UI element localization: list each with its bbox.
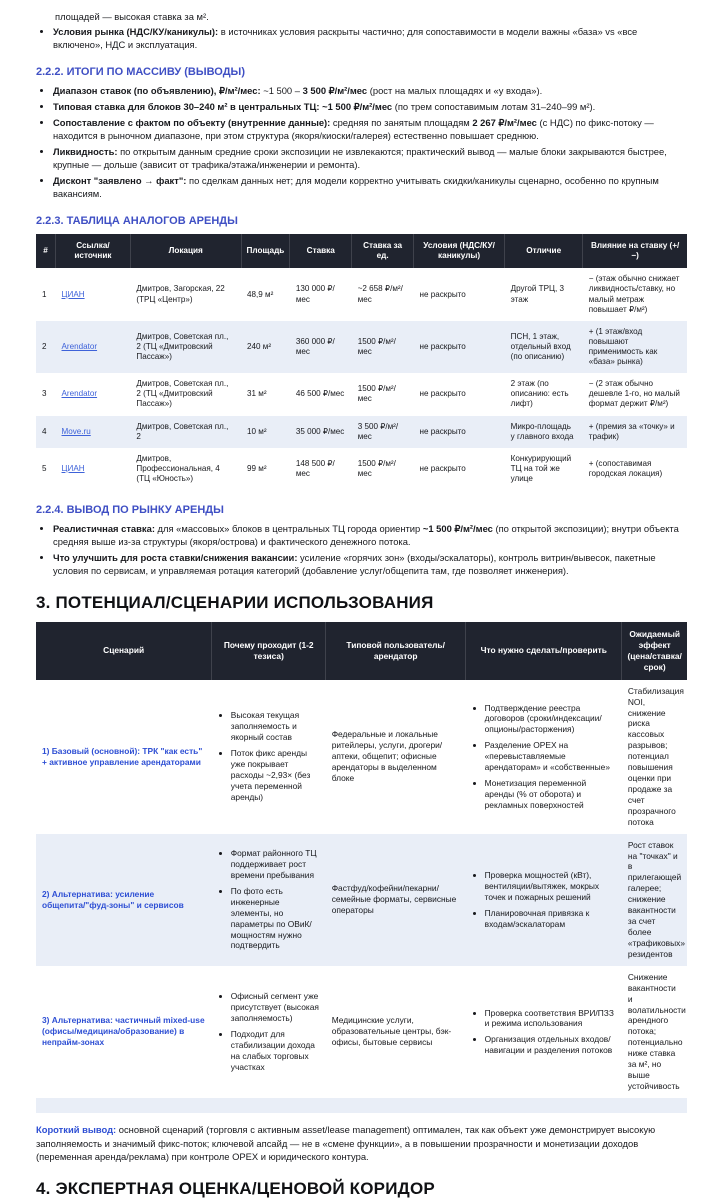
bullet-item: • Высокая текущая заполняемость и якорный состав [231,710,320,743]
column-header: # [36,234,56,269]
cell-rate-unit: 3 500 ₽/м²/мес [357,421,399,441]
cell-why [212,834,326,966]
column-header: Типовой пользователь/арендатор [326,622,466,680]
cell-expected-effect: Стабилизация NOI, снижение риска кассовых разрывов; потенциал повышения оценки при продаже за счет прозрачного потока [627,685,684,827]
bullet-item: • Формат районного ТЦ поддерживает рост времени пребывания [231,848,320,881]
cell-terms: не раскрыто [419,341,466,351]
source-link[interactable]: Arendator [61,341,98,351]
cell-rate: 35 000 ₽/мес [295,426,345,436]
table-footer-strip [36,1098,687,1113]
cell-impact: + (премия за «точку» и трафик) [588,421,675,441]
bullet-item [53,117,687,143]
cell-rate-unit: 1500 ₽/м²/мес [357,384,396,404]
bold-text-segment: ~1 500 ₽/м²/мес [322,101,393,113]
cell-scenario-label [36,680,212,834]
bullet-item: • Подходит для стабилизации дохода на слабых торговых участках [231,1029,320,1073]
array-conclusions-bullet-list [36,85,687,201]
column-header: Сценарий [36,622,212,680]
bullet-item [53,146,687,172]
analog-row-5 [36,448,687,490]
section-2-2-4-heading: 2.2.4. ВЫВОД ПО РЫНКУ АРЕНДЫ [36,504,224,517]
section-4-heading: 4. ЭКСПЕРТНАЯ ОЦЕНКА/ЦЕНОВОЙ КОРИДОР [36,1178,435,1198]
scenario-name: 1) Базовый (основной): ТРК "как есть" + активное управление арендаторами [42,745,203,767]
bullet-item [53,175,687,201]
column-header: Почему проходит (1-2 тезиса) [212,622,326,680]
scenario-table-head [36,622,687,680]
why-bullet-list [218,848,320,951]
cell-area: 48,9 м² [247,289,274,299]
rent-analogs-table [36,234,687,490]
bold-text-segment: Дисконт "заявлено → факт": [53,174,187,186]
cell-expected-effect: Рост ставок на "точках" и в прилегающей галерее; снижение вакантности за счет более «трафиковых» резидентов [627,839,685,959]
scenario-row-2 [36,834,687,966]
todo-bullet-list [472,703,616,811]
bullet-item: • Разделение OPEX на «перевыставляемые арендаторам» и «собственные» [485,740,616,773]
cell-rate: 360 000 ₽/мес [295,336,335,356]
cell-number: 5 [42,463,47,473]
continuation-text: площадей — высокая ставка за м². [55,11,209,22]
bold-text-segment: Что улучшить для роста ставки/снижения вакансии: [53,552,298,564]
short-conclusion-text: основной сценарий (торговля с активным asset/lease management) оптимален, так как объект уже демонстрирует высокую заполняемость и значимый фикс-поток; ключевой апсайд — не в «смене функции», а в повышении прозрачности и монетизации доходов (переменная аренда/реклама) при контроле OPEX и юридического контура. [36,1123,656,1163]
bullet-item [53,26,687,52]
bullet-item: • По фото есть инженерные элементы, но параметры по ОВиК/мощностям нужно подтвердить [231,886,320,952]
cell-rate: 148 500 ₽/мес [295,458,335,478]
bold-text-segment: Диапазон ставок (по объявлению), ₽/м²/мес: [53,85,261,97]
column-header: Что нужно сделать/проверить [466,622,622,680]
bullet-item: • Монетизация переменной аренды (% от оборота) и рекламных поверхностей [485,778,616,811]
cell-typical-user: Медицинские услуги, образовательные центры, бэк-офисы, бытовые сервисы [331,1015,452,1048]
cell-why [212,680,326,834]
market-terms-bullet-list [36,26,687,52]
why-bullet-list [218,991,320,1072]
usage-scenarios-table [36,622,687,1113]
bullet-item: • Подтверждение реестра договоров (сроки/индексации/опционы/расторжения) [485,703,616,736]
analog-row-3 [36,373,687,415]
rent-market-conclusion-bullet-list [36,523,687,578]
text-segment: по открытым данным средние сроки экспозиции не извлекаются; практический вывод — малые блоки закрываются быстрее, крупные — дольше (зависит от трафика/этажа/инженерии и ремонта). [53,145,667,170]
cell-rate-unit: 1500 ₽/м²/мес [357,458,396,478]
analog-row-1 [36,268,687,320]
bold-text-segment: Условия рынка (НДС/КУ/каникулы): [53,26,219,38]
cell-rate: 46 500 ₽/мес [295,389,345,399]
column-header: Отличие [505,234,583,269]
text-segment: средняя по занятым площадям [330,117,473,129]
cell-difference: 2 этаж (по описанию: есть лифт) [510,379,569,409]
cell-location: Дмитров, Советская пл., 2 [136,421,229,441]
bold-text-segment: Ликвидность: [53,145,118,157]
cell-difference: ПСН, 1 этаж, отдельный вход (по описанию) [510,331,571,362]
cell-typical-user: Фастфуд/кофейни/пекарни/семейные форматы, сервисные операторы [331,883,457,916]
column-header: Площадь [241,234,290,269]
scenario-row-3 [36,966,687,1098]
cell-location: Дмитров, Советская пл., 2 (ТЦ «Дмитровский Пассаж») [136,331,229,362]
analog-row-4 [36,416,687,448]
text-segment: (рост на малых площадях и «у входа»). [367,85,543,97]
cell-expected-effect: Снижение вакантности и волатильности арендного потока; потенциально ниже ставка за м², но выше устойчивость [627,971,686,1091]
cell-source [56,416,131,448]
bullet-item: • Поток фикс аренды уже покрывает расходы ~2,93× (без учета переменной аренды) [231,748,320,803]
bullet-item: • Проверка соответствия ВРИ/ПЗЗ и режима использования [485,1008,616,1030]
text-segment: (по открытой экспозиции); внутри объекта средняя выше из-за структуры (якоря/острова) и фактического денежного потока. [53,523,679,548]
cell-area: 99 м² [247,463,267,473]
cell-impact: − (2 этаж обычно дешевле 1-го, но малый формат держит ₽/м²) [588,379,680,409]
scenario-name: 3) Альтернатива: частичный mixed-use (офисы/медицина/образование) в непрайм-зонах [42,1015,205,1048]
text-segment: в источниках условия раскрыты частично; для сопоставимости в модели важны «база» vs «все включено», НДС и эксплуатация. [53,26,638,51]
cell-todo [466,834,622,966]
bold-text-segment: Реалистичная ставка: [53,523,155,535]
cell-todo [466,680,622,834]
cell-location: Дмитров, Советская пл., 2 (ТЦ «Дмитровский Пассаж») [136,379,229,409]
bullet-item [53,523,687,549]
section-2-2-3-heading: 2.2.3. ТАБЛИЦА АНАЛОГОВ АРЕНДЫ [36,214,238,227]
bullet-item [53,85,687,98]
cell-number: 1 [42,289,47,299]
cell-location: Дмитров, Загорская, 22 (ТРЦ «Центр») [136,284,225,304]
cell-impact: + (сопоставимая городская локация) [588,458,663,478]
scenario-table-body [36,680,687,1113]
cell-source [56,268,131,320]
bullet-item: • Планировочная привязка к входам/эскалаторам [485,908,616,930]
short-conclusion-label: Короткий вывод: [36,1123,117,1135]
column-header: Условия (НДС/КУ/каникулы) [414,234,505,269]
cell-source [56,373,131,415]
cell-rate-unit: ~2 658 ₽/м²/мес [357,284,403,304]
scenario-name: 2) Альтернатива: усиление общепита/"фуд-зоны" и сервисов [42,888,184,910]
cell-terms: не раскрыто [419,389,466,399]
cell-rate: 130 000 ₽/мес [295,284,335,304]
scenario-row-1 [36,680,687,834]
bullet-item: • Организация отдельных входов/навигации и разделения потоков [485,1034,616,1056]
cell-source [56,448,131,490]
bold-text-segment: 3 500 ₽/м²/мес [302,85,368,97]
bullet-item [53,101,687,114]
column-header: Ставка [290,234,352,269]
source-link[interactable]: Move.ru [61,426,91,436]
bold-text-segment: 2 267 ₽/м²/мес [472,117,537,129]
analog-row-2 [36,321,687,373]
text-segment: по сделкам данных нет; для модели корректно учитывать скидки/каникулы сценарно, особенно по крупным вакансиям. [53,174,659,199]
cell-terms: не раскрыто [419,426,466,436]
bold-text-segment: Сопоставление с фактом по объекту (внутренние данные): [53,117,331,129]
header-row [36,622,687,680]
short-conclusion [36,1123,687,1164]
cell-scenario-label [36,834,212,966]
column-header: Ожидаемый эффект (цена/ставка/срок) [622,622,687,680]
cell-terms: не раскрыто [419,463,466,473]
cell-rate-unit: 1500 ₽/м²/мес [357,336,396,356]
source-link[interactable]: ЦИАН [61,289,85,299]
source-link[interactable]: Arendator [61,389,98,399]
text-segment: (с НДС) по фикс-потоку — находится в рыночном диапазоне, при этом структура (якоря/киоски/галерея) естественно повышает среднюю. [53,117,654,141]
source-link[interactable]: ЦИАН [61,463,85,473]
cell-location: Дмитров, Профессиональная, 4 (ТЦ «Юность») [136,453,220,483]
column-header: Ссылка/источник [56,234,131,269]
cell-area: 31 м² [247,389,267,399]
cell-difference: Конкурирующий ТЦ на той же улице [510,453,572,483]
section-2-2-2-heading: 2.2.2. ИТОГИ ПО МАССИВУ (ВЫВОДЫ) [36,66,245,79]
bold-text-segment: ~1 500 ₽/м²/мес [422,523,493,535]
cell-impact: + (1 этаж/вход повышают применимость как «база» рынка) [588,326,658,367]
footer-strip-cell [36,1098,687,1113]
column-header: Влияние на ставку (+/−) [583,234,687,269]
text-segment: для «массовых» блоков в центральных ТЦ города ориентир [154,523,423,535]
analog-table-body [36,268,687,490]
cell-source [56,321,131,373]
cell-number: 3 [42,389,47,399]
text-segment: усиление «горячих зон» (входы/эскалаторы), контроль витрин/вывесок, пакетные условия по сервисам, и управляемая ротация категорий (добавление услуг/общепита там, где позволяет инженерия). [53,552,656,576]
text-segment: (по трем сопоставимым лотам 31–240–99 м²). [392,101,596,113]
bullet-item: • Офисный сегмент уже присутствует (высокая заполняемость) [231,991,320,1024]
cell-terms: не раскрыто [419,289,466,299]
bullet-item [53,552,687,578]
text-segment: ~1 500 – [260,85,303,97]
cell-area: 240 м² [247,341,272,351]
todo-bullet-list [472,1008,616,1057]
analog-table-head [36,234,687,269]
cell-difference: Микро-площадь у главного входа [510,421,574,441]
cell-todo [466,966,622,1098]
cell-impact: − (этаж обычно снижает ликвидность/ставку, но малый метраж повышает ₽/м²) [588,274,680,314]
cell-why [212,966,326,1098]
why-bullet-list [218,710,320,802]
cell-area: 10 м² [247,426,267,436]
cell-number: 2 [42,341,47,351]
column-header: Локация [130,234,241,269]
header-row [36,234,687,269]
section-3-heading: 3. ПОТЕНЦИАЛ/СЦЕНАРИИ ИСПОЛЬЗОВАНИЯ [36,592,434,612]
cell-difference: Другой ТРЦ, 3 этаж [510,284,564,304]
todo-bullet-list [472,870,616,930]
bold-text-segment: Типовая ставка для блоков 30–240 м² в центральных ТЦ: [53,101,320,113]
cell-typical-user: Федеральные и локальные ритейлеры, услуги, дрогери/аптеки, общепит; офисные арендаторы в выделенном блоке [331,729,443,784]
column-header: Ставка за ед. [352,234,414,269]
bullet-item: • Проверка мощностей (кВт), вентиляции/вытяжек, мокрых точек и пожарных решений [485,870,616,903]
cell-number: 4 [42,426,47,436]
cell-scenario-label [36,966,212,1098]
